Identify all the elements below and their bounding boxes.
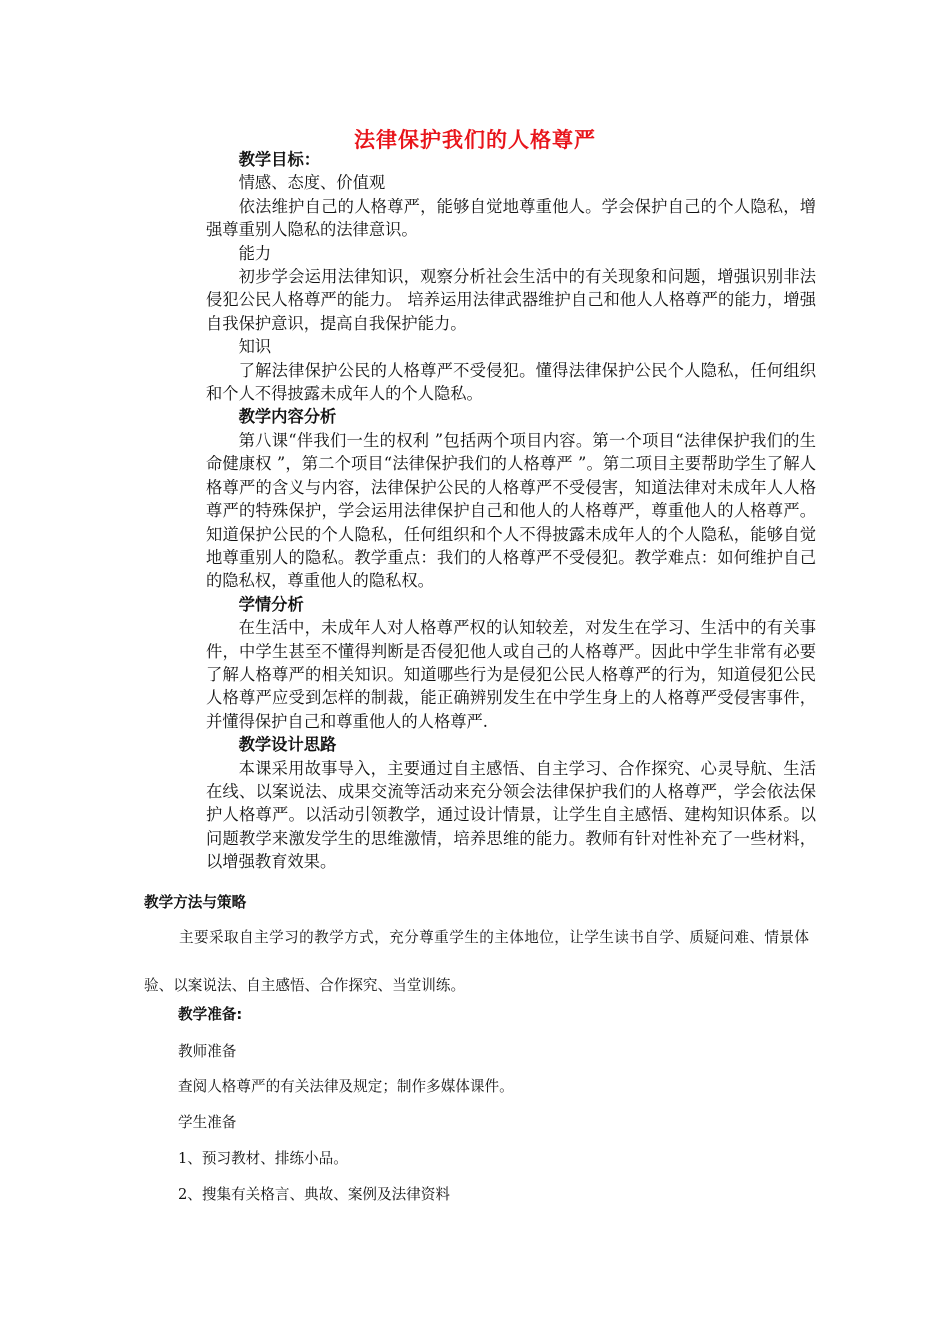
student-analysis-text: 在生活中，未成年人对人格尊严权的认知较差，对发生在学习、生活中的有关事件，中学生甚至不懂得判断是否侵犯他人或自己的人格尊严。因此中学生非常有必要了解人格尊严的相关知识。知道哪些行为是侵犯公民人格尊严的行为，知道侵犯公民人格尊严应受到怎样的制裁，能正确辨别发生在中学生身上的人格尊严受侵害事件，并懂得保护自己和尊重他人的人格尊严. bbox=[206, 618, 816, 731]
attitude-label: 情感、态度、价值观 bbox=[238, 173, 386, 193]
student-prep-label: 学生准备 bbox=[178, 1114, 237, 1131]
lesson-plan-body bbox=[206, 148, 816, 874]
knowledge-label: 知识 bbox=[238, 337, 272, 357]
ability-label: 能力 bbox=[238, 243, 272, 263]
page-title: 法律保护我们的人格尊严 bbox=[354, 127, 596, 152]
knowledge-text: 了解法律保护公民的人格尊严不受侵犯。懂得法律保护公民个人隐私，任何组织和个人不得披露未成年人的个人隐私。 bbox=[206, 360, 816, 404]
student-analysis-heading: 学情分析 bbox=[238, 594, 304, 614]
goals-heading: 教学目标： bbox=[238, 150, 321, 169]
design-heading: 教学设计思路 bbox=[238, 735, 337, 755]
ability-text: 初步学会运用法律知识，观察分析社会生活中的有关现象和问题，增强识别非法侵犯公民人格尊严的能力。 培养运用法律武器维护自己和他人人格尊严的能力，增强自我保护意识，提高自我保护能力。 bbox=[206, 267, 816, 333]
preparation-heading: 教学准备: bbox=[178, 1006, 243, 1023]
methods-heading: 教学方法与策略 bbox=[144, 894, 247, 911]
design-text: 本课采用故事导入，主要通过自主感悟、自主学习、合作探究、心灵导航、生活在线、以案说法、成果交流等活动来充分领会法律保护我们的人格尊严，学会依法保护人格尊严。以活动引领教学，通过设计情景，让学生自主感悟、建构知识体系。以问题教学来激发学生的思维激情，培养思维的能力。教师有针对性补充了一些材料，以增强教育效果。 bbox=[206, 758, 816, 872]
methods-text: 主要采取自主学习的教学方式，充分尊重学生的主体地位，让学生读书自学、质疑问难、情景体验、以案说法、自主感悟、合作探究、当堂训练。 bbox=[144, 929, 809, 994]
teacher-prep-label: 教师准备 bbox=[178, 1043, 237, 1060]
content-analysis-text: 第八课“伴我们一生的权利 ”包括两个项目内容。第一个项目“法律保护我们的生命健康权 ”，第二个项目“法律保护我们的人格尊严 ”。第二项目主要帮助学生了解人格尊严的含义与内容，法律保护公民的人格尊严不受侵害，知道法律对未成年人人格尊严的特殊保护，学会运用法律保护自己和他人的人格尊严，尊重他人的人格尊严。知道保护公民的个人隐私，任何组织和个人不得披露未成年人的个人隐私，能够自觉地尊重别人的隐私。教学重点：我们的人格尊严不受侵犯。教学难点：如何维护自己的隐私权，尊重他人的隐私权。 bbox=[206, 430, 816, 591]
teacher-prep-text: 查阅人格尊严的有关法律及规定；制作多媒体课件。 bbox=[178, 1078, 514, 1095]
student-prep-item: 2、搜集有关格言、典故、案例及法律资料 bbox=[178, 1186, 450, 1203]
content-analysis-heading: 教学内容分析 bbox=[238, 407, 337, 427]
student-prep-item: 1、预习教材、排练小品。 bbox=[178, 1150, 348, 1167]
attitude-text: 依法维护自己的人格尊严，能够自觉地尊重他人。学会保护自己的个人隐私，增强尊重别人隐私的法律意识。 bbox=[206, 196, 816, 240]
